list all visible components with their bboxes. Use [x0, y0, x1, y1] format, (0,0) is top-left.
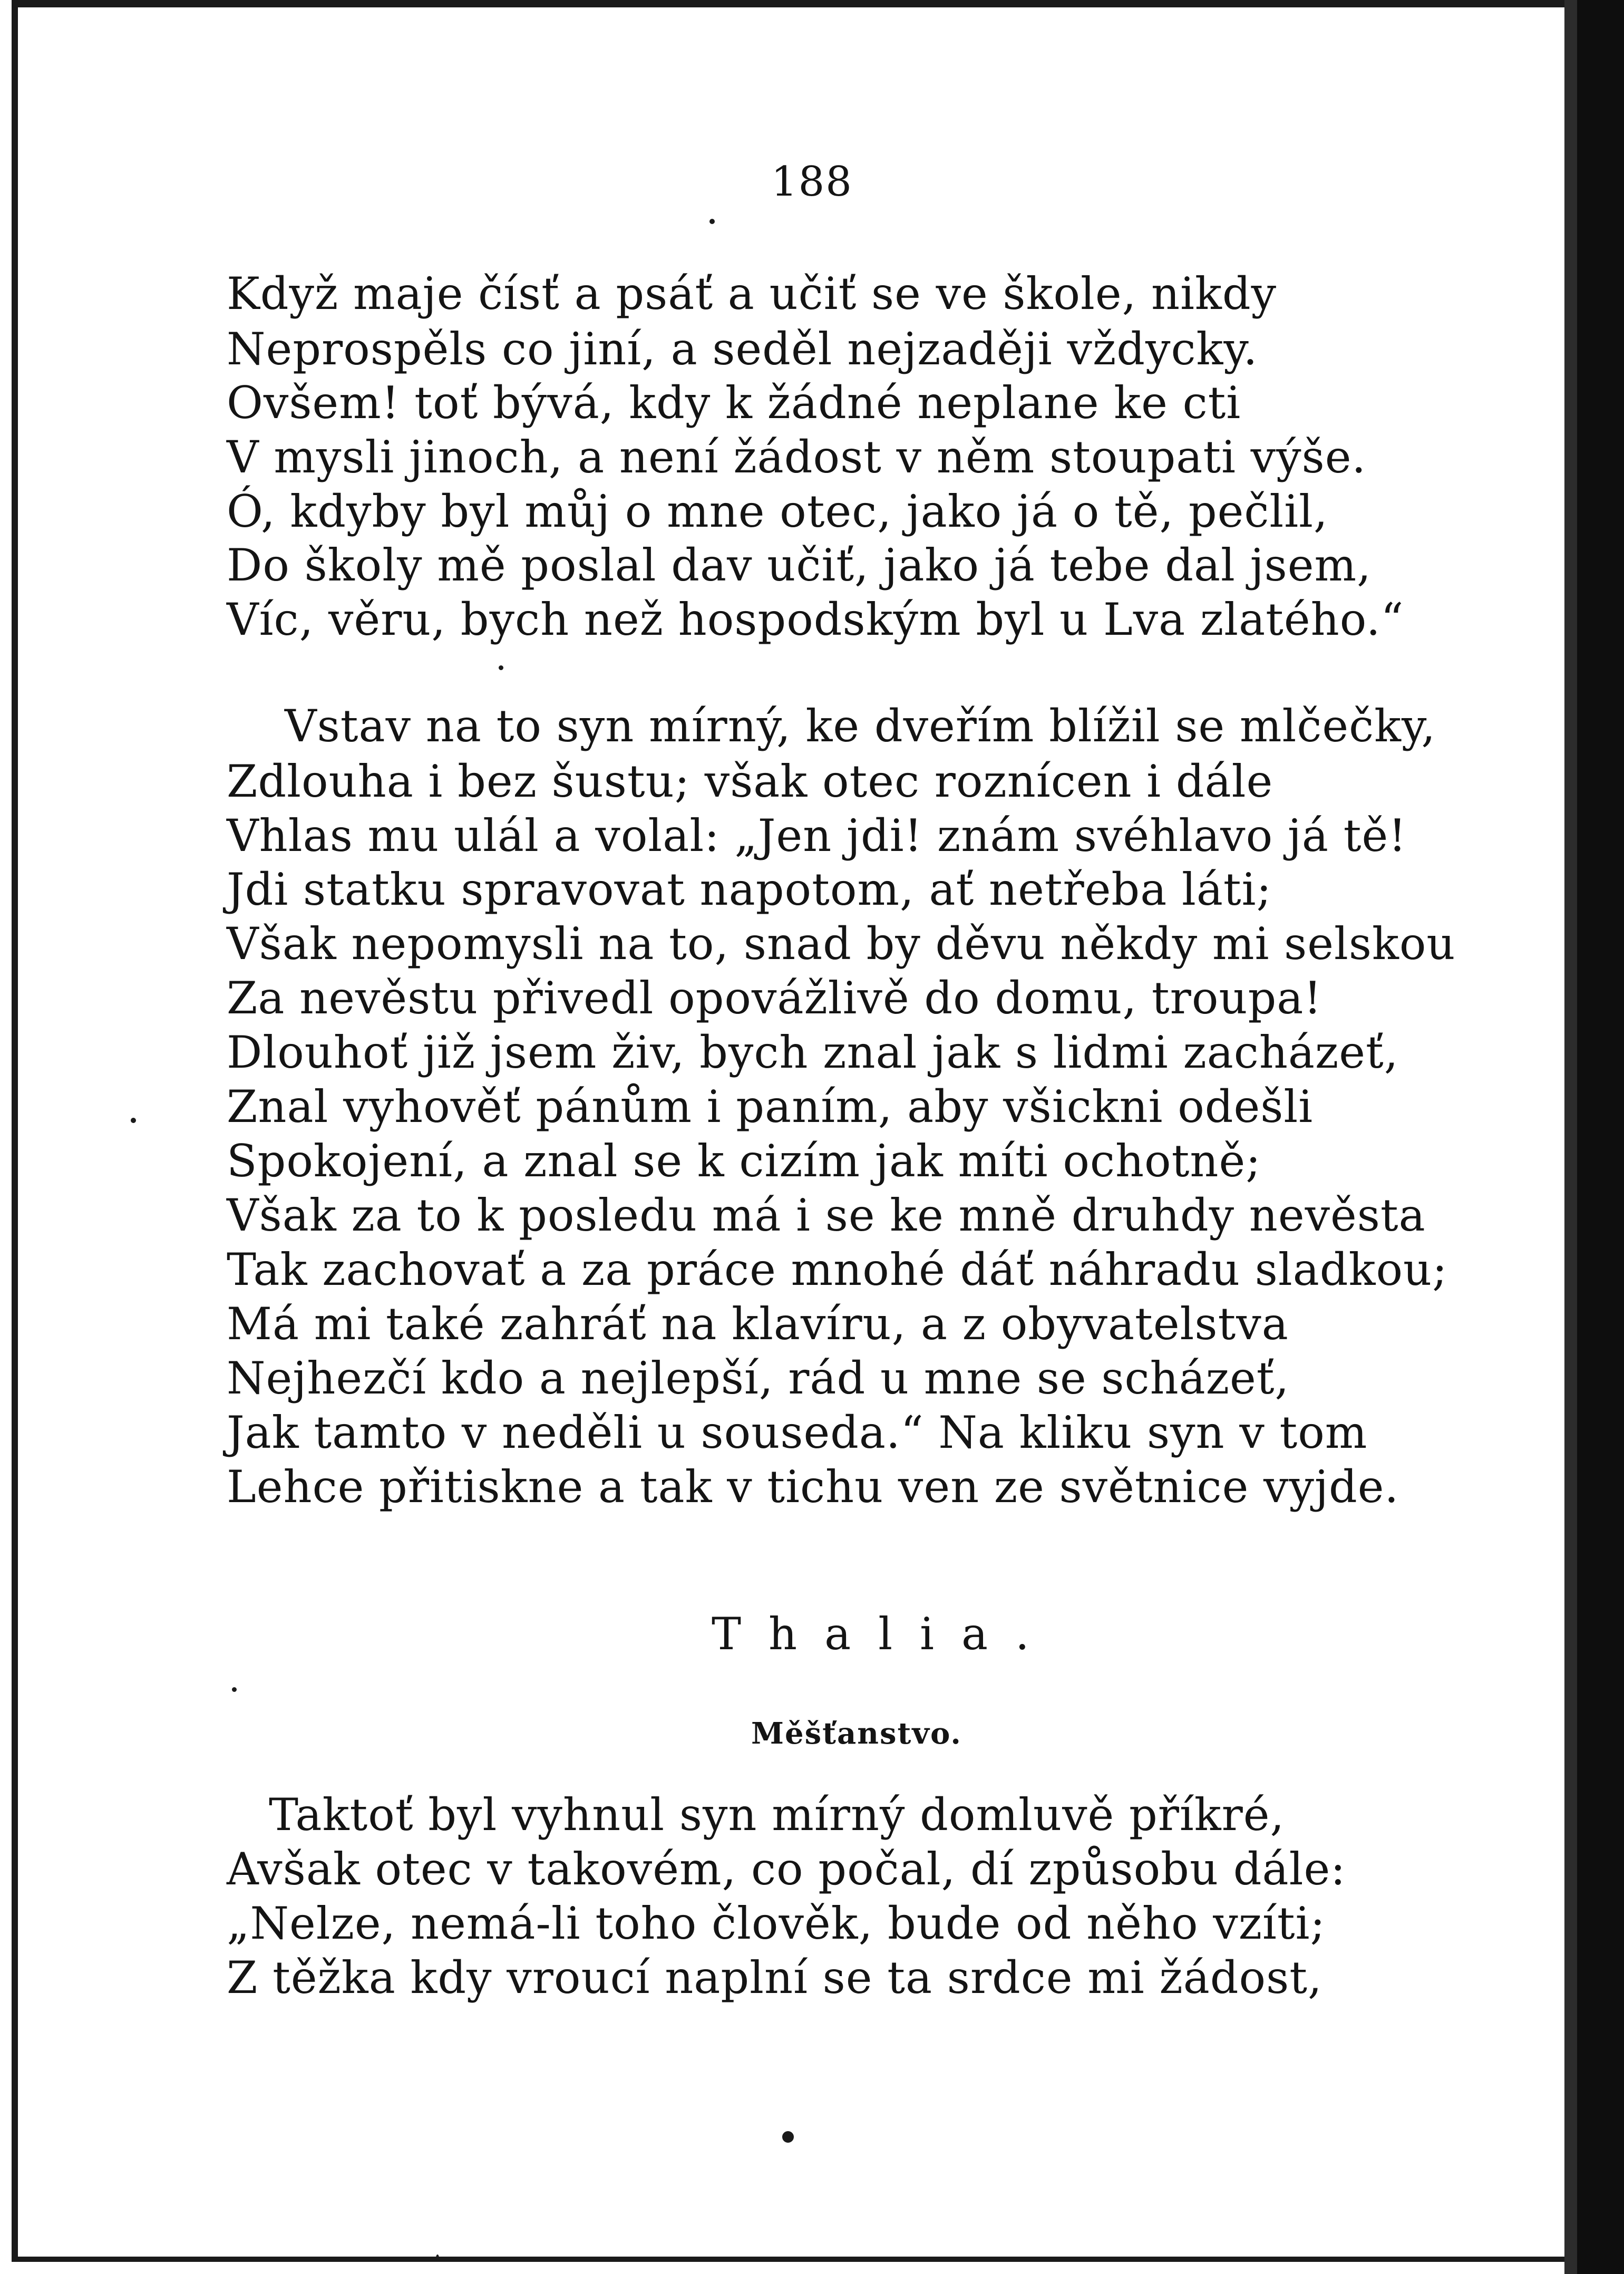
- stanza-2-line: Lehce přitiskne a tak v tichu ven ze světnice vyjde.: [227, 1461, 1399, 1513]
- stanza-1-line: Víc, věru, bych než hospodským byl u Lva zlatého.“: [227, 594, 1404, 645]
- stanza-2-line: Však za to k posledu má i se ke mně druhdy nevěsta: [227, 1189, 1426, 1241]
- stanza-2-line: Jak tamto v neděli u souseda.“ Na kliku syn v tom: [227, 1407, 1368, 1458]
- stanza-2-line: Vstav na to syn mírný, ke dveřím blížil se mlčečky,: [285, 700, 1436, 752]
- stanza-1-line: V mysli jinoch, a není žádost v něm stoupati výše.: [227, 431, 1367, 483]
- scan-speck: [782, 2131, 794, 2143]
- stanza-1-line: Do školy mě poslal dav učiť, jako já tebe dal jsem,: [227, 539, 1372, 591]
- scan-speck: [232, 1687, 237, 1692]
- scan-speck: [436, 2254, 439, 2262]
- scan-right-edge-inner: [1564, 0, 1577, 2274]
- stanza-1-line: Když maje čísť a psáť a učiť se ve škole, nikdy: [227, 268, 1277, 320]
- stanza-2-line: Tak zachovať a za práce mnohé dáť náhradu sladkou;: [227, 1244, 1448, 1295]
- page-number: 188: [771, 158, 853, 206]
- scan-speck: [131, 1118, 136, 1123]
- scan-speck: [709, 219, 715, 224]
- stanza-3-line: Avšak otec v takovém, co počal, dí způsobu dále:: [227, 1843, 1346, 1895]
- scan-speck: [499, 665, 503, 670]
- stanza-2-line: Dlouhoť již jsem živ, bych znal jak s lidmi zacházeť,: [227, 1027, 1399, 1078]
- section-title: Thalia.: [712, 1608, 1057, 1660]
- stanza-2-line: Má mi také zahráť na klavíru, a z obyvatelstva: [227, 1298, 1289, 1350]
- stanza-2-line: Zdlouha i bez šustu; však otec roznícen i dále: [227, 756, 1273, 807]
- stanza-2-line: Však nepomysli na to, snad by děvu někdy mi selskou: [227, 918, 1456, 970]
- stanza-2-line: Spokojení, a znal se k cizím jak míti ochotně;: [227, 1135, 1261, 1187]
- stanza-3-line: „Nelze, nemá-li toho člověk, bude od něho vzíti;: [227, 1898, 1326, 1949]
- stanza-2-line: Vhlas mu ulál a volal: „Jen jdi! znám svéhlavo já tě!: [227, 810, 1407, 862]
- stanza-1-line: Ó, kdyby byl můj o mne otec, jako já o tě, pečlil,: [227, 486, 1328, 537]
- stanza-2-line: Nejhezčí kdo a nejlepší, rád u mne se scházeť,: [227, 1352, 1290, 1404]
- stanza-1-line: Neprospěls co jiní, a seděl nejzaději vždycky.: [227, 323, 1258, 375]
- stanza-2-line: Znal vyhověť pánům i paním, aby všickni odešli: [227, 1081, 1314, 1133]
- stanza-2-line: Jdi statku spravovat napotom, ať netřeba láti;: [227, 864, 1272, 915]
- stanza-3-line: Taktoť byl vyhnul syn mírný domluvě příkré,: [269, 1789, 1285, 1841]
- stanza-3-line: Z těžka kdy vroucí naplní se ta srdce mi žádost,: [227, 1952, 1322, 2004]
- section-subtitle: Měšťanstvo.: [751, 1716, 962, 1751]
- stanza-1-line: Ovšem! toť bývá, kdy k žádné neplane ke cti: [227, 377, 1241, 429]
- stanza-2-line: Za nevěstu přivedl opovážlivě do domu, troupa!: [227, 972, 1322, 1024]
